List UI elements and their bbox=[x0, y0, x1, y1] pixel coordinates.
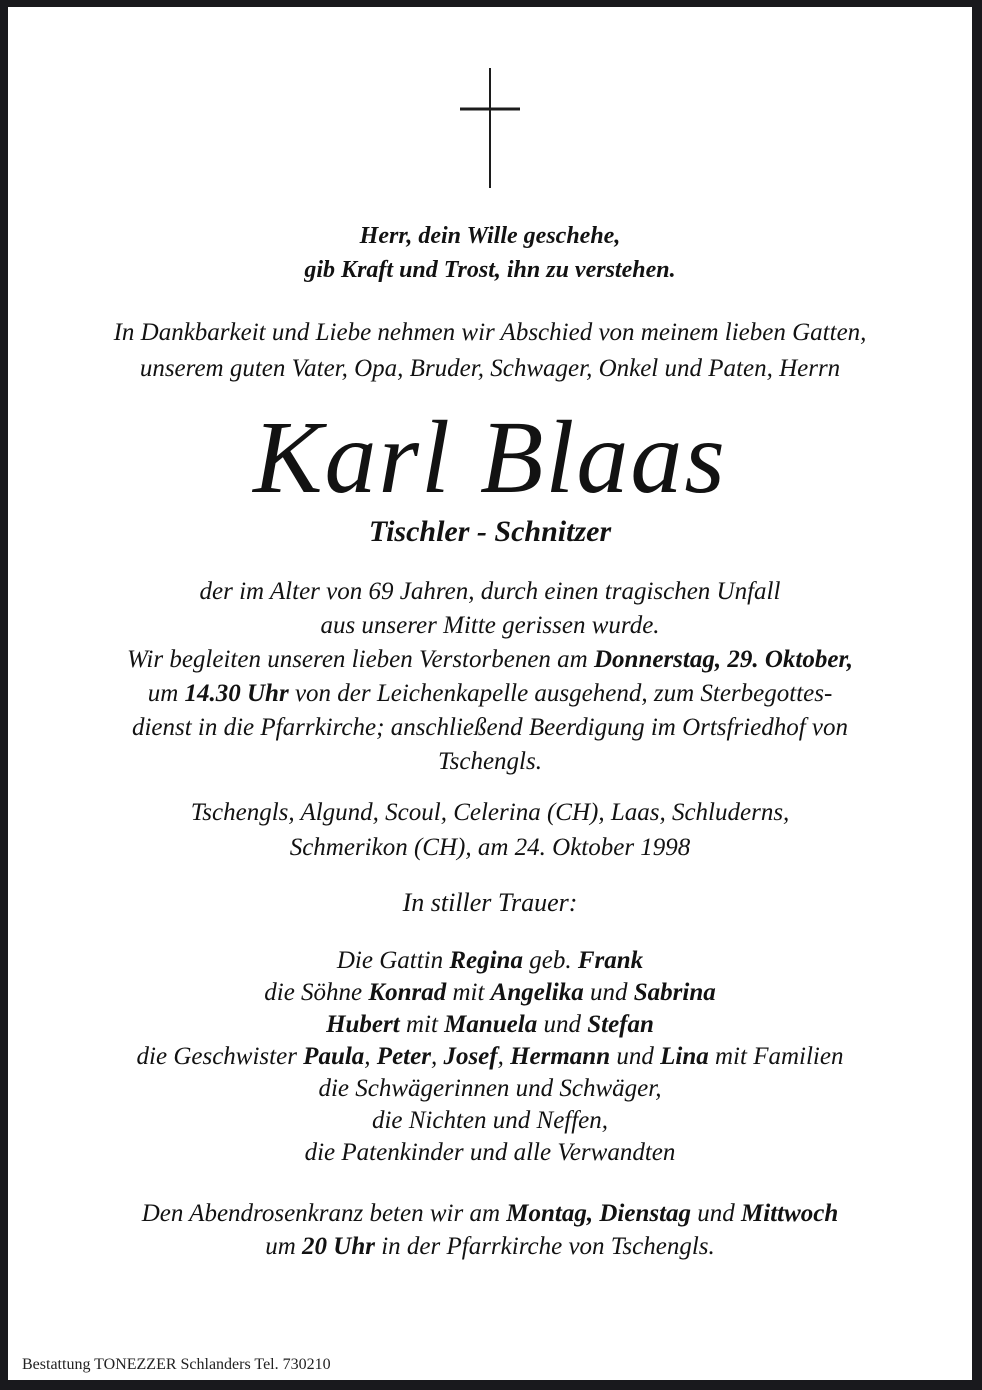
text-line: gib Kraft und Trost, ihn zu verstehen. bbox=[304, 257, 676, 283]
text-line: dienst in die Pfarrkirche; anschließend Beerdigung im Ortsfriedhof von bbox=[131, 714, 849, 741]
text-line: um 20 Uhr in der Pfarrkirche von Tschengls. bbox=[265, 1233, 715, 1260]
obituary-content bbox=[8, 67, 972, 1263]
text-line: Herr, dein Wille geschehe, bbox=[359, 223, 621, 249]
places-and-date bbox=[8, 795, 972, 865]
text-line: die Schwägerinnen und Schwäger, bbox=[318, 1075, 662, 1102]
deceased-profession: Tischler - Schnitzer bbox=[368, 515, 612, 548]
mourning-header: In stiller Trauer: bbox=[402, 888, 578, 917]
mourners-list bbox=[8, 945, 972, 1169]
text-line: die Geschwister Paula, Peter, Josef, Hermann und Lina mit Familien bbox=[136, 1043, 844, 1070]
epigraph-verse bbox=[8, 219, 972, 287]
intro-text bbox=[8, 315, 972, 387]
deceased-name: Karl Blaas bbox=[253, 400, 727, 515]
text-line: Schmerikon (CH), am 24. Oktober 1998 bbox=[289, 834, 691, 861]
text-line: aus unserer Mitte gerissen wurde. bbox=[320, 612, 660, 639]
text-line: unserem guten Vater, Opa, Bruder, Schwager, Onkel und Paten, Herrn bbox=[139, 355, 841, 382]
text-line: die Söhne Konrad mit Angelika und Sabrina bbox=[264, 979, 716, 1006]
text-line: Die Gattin Regina geb. Frank bbox=[336, 947, 644, 974]
rosary-notice bbox=[8, 1197, 972, 1263]
text-line: Hubert mit Manuela und Stefan bbox=[326, 1011, 654, 1038]
text-line: Tschengls, Algund, Scoul, Celerina (CH), Laas, Schluderns, bbox=[190, 799, 790, 826]
text-line: In Dankbarkeit und Liebe nehmen wir Abschied von meinem lieben Gatten, bbox=[113, 319, 867, 346]
text-line: der im Alter von 69 Jahren, durch einen tragischen Unfall bbox=[199, 578, 781, 605]
funeral-announcement bbox=[8, 575, 972, 779]
funeral-home-footer: Bestattung TONEZZER Schlanders Tel. 730210 bbox=[22, 1356, 331, 1373]
text-line: die Patenkinder und alle Verwandten bbox=[304, 1139, 676, 1166]
text-line: Tschengls. bbox=[438, 748, 542, 775]
text-line: um 14.30 Uhr von der Leichenkapelle ausgehend, zum Sterbegottes- bbox=[147, 680, 833, 707]
text-line: die Nichten und Neffen, bbox=[371, 1107, 609, 1134]
text-line: Den Abendrosenkranz beten wir am Montag, Dienstag und Mittwoch bbox=[141, 1200, 839, 1227]
cross-icon bbox=[8, 67, 972, 189]
text-line: Wir begleiten unseren lieben Verstorbenen am Donnerstag, 29. Oktober, bbox=[126, 646, 854, 673]
